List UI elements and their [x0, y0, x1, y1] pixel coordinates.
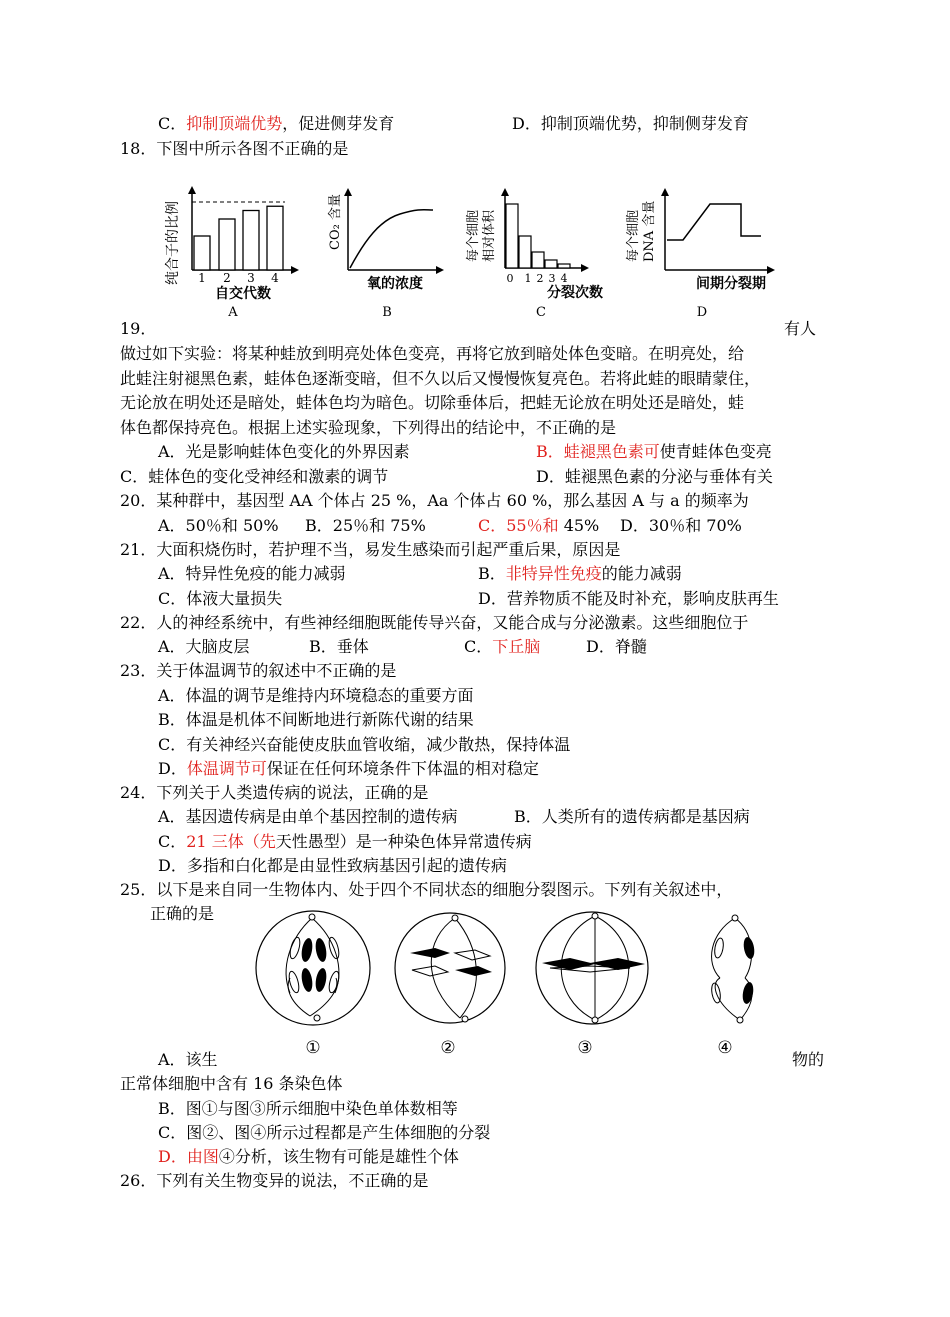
q19-line-2: 做过如下实验：将某种蛙放到明亮处体色变亮，再将它放到暗处体色变暗。在明亮处，给	[120, 344, 745, 363]
q25-option-a-cont: 正常体细胞中含有 16 条染色体	[120, 1074, 343, 1093]
q26-stem: 26．下列有关生物变异的说法，不正确的是	[120, 1171, 429, 1190]
q25-d-highlight: D．由图	[158, 1147, 219, 1166]
chart-c-tick-4: 4	[560, 272, 568, 285]
chart-a-bar-2	[219, 219, 235, 270]
q24-stem: 24．下列关于人类遗传病的说法，正确的是	[120, 783, 429, 802]
chart-c	[466, 188, 603, 320]
chart-a-tick-4: 4	[271, 271, 279, 285]
chart-c-tick-3: 3	[548, 272, 556, 285]
q21-option-b	[478, 563, 682, 585]
chart-d-ylabel-1: 每个细胞	[626, 209, 641, 262]
q25-cell-figures	[250, 908, 770, 1058]
q22-stem: 22．人的神经系统中，有些神经细胞既能传导兴奋，又能合成与分泌激素。这些细胞位于	[120, 613, 749, 632]
q19-option-a: A．光是影响蛙体色变化的外界因素	[158, 442, 410, 461]
q25-option-a-tail: 物的	[792, 1050, 825, 1069]
q25-stem-2: 正确的是	[150, 904, 215, 923]
q19-first-line-tail: 有人	[784, 319, 817, 338]
q17-option-c	[158, 113, 394, 135]
q24-option-a: A．基因遗传病是由单个基因控制的遗传病	[158, 807, 458, 826]
q19-option-d: D．蛙褪黑色素的分泌与垂体有关	[536, 467, 773, 486]
q21-option-d: D．营养物质不能及时补充，影响皮肤再生	[478, 589, 779, 608]
chart-b-letter: B	[382, 305, 392, 320]
chart-d	[626, 188, 775, 320]
q23-option-b: B．体温是机体不间断地进行新陈代谢的结果	[158, 710, 474, 729]
q22-option-c	[464, 636, 540, 658]
q22-c-highlight: 下丘脑	[492, 637, 541, 656]
q22-option-b: B．垂体	[309, 637, 369, 656]
chart-c-bar-2	[532, 252, 544, 268]
q20-c-rest: 45%	[558, 516, 600, 535]
chart-a-bar-3	[243, 211, 259, 271]
chart-d-curve	[667, 204, 761, 240]
cell-3	[536, 912, 648, 1058]
q19-line-5: 体色都保持亮色。根据上述实验现象，下列得出的结论中，不正确的是	[120, 418, 617, 437]
q20-c-highlight: C．55％和	[478, 516, 559, 535]
q21-stem: 21．大面积烧伤时，若护理不当，易发生感染而引起严重后果，原因是	[120, 540, 621, 559]
q17-c-rest: ，促进侧芽发育	[282, 114, 395, 133]
chart-c-bar-1	[519, 236, 531, 268]
cell-4	[710, 915, 756, 1058]
q23-option-c: C．有关神经兴奋能使皮肤血管收缩，减少散热，保持体温	[158, 735, 571, 754]
chart-d-letter: D	[696, 305, 708, 320]
chart-c-xlabel: 分裂次数	[547, 285, 603, 301]
q24-option-c	[158, 831, 532, 853]
q23-option-a: A．体温的调节是维持内环境稳态的重要方面	[158, 686, 474, 705]
q22-c-label: C．	[464, 637, 493, 656]
q20-option-a: A．50％和 50%	[158, 516, 279, 535]
q19-line-3: 此蛙注射褪黑色素，蛙体色逐渐变暗，但不久以后又慢慢恢复亮色。若将此蛙的眼睛蒙住，	[120, 369, 761, 388]
q23-d-label: D．	[158, 759, 187, 778]
q24-c-label: C．	[158, 832, 187, 851]
q19-option-c: C．蛙体色的变化受神经和激素的调节	[120, 467, 389, 486]
cell-2-label: ②	[440, 1038, 456, 1058]
chart-a-tick-1: 1	[198, 271, 206, 285]
cell-2	[395, 913, 505, 1058]
chart-c-letter: C	[536, 305, 546, 320]
chart-a-tick-2: 2	[223, 271, 231, 285]
cell-3-label: ③	[577, 1038, 593, 1058]
q19-b-rest: 使青蛙体色变亮	[659, 442, 772, 461]
chart-b-xlabel: 氧的浓度	[367, 276, 423, 292]
q19-number: 19．	[120, 319, 157, 338]
chart-b	[328, 188, 444, 320]
chart-d-xlabel: 间期分裂期	[696, 276, 766, 292]
chart-c-bar-3	[545, 260, 557, 268]
chart-d-ylabel-2: DNA 含量	[642, 200, 657, 262]
q17-option-d: D．抑制顶端优势，抑制侧芽发育	[512, 114, 749, 133]
chart-a-letter: A	[228, 305, 238, 320]
cell-1	[256, 911, 370, 1058]
chart-a-bar-4	[267, 206, 283, 270]
q19-line-4: 无论放在明处还是暗处，蛙体色均为暗色。切除垂体后，把蛙无论放在明处还是暗处，蛙	[120, 393, 745, 412]
q20-option-b: B．25％和 75%	[305, 516, 426, 535]
q25-d-rest: ④分析，该生物有可能是雄性个体	[218, 1147, 459, 1166]
chart-c-ylabel-2: 相对体积	[482, 209, 497, 262]
q23-option-d	[158, 758, 539, 780]
q21-b-label: B．	[478, 564, 506, 583]
q17-c-highlight: 抑制顶端优势	[186, 114, 283, 133]
q20-stem: 20．某种群中，基因型 AA 个体占 25 %，Aa 个体占 60 %，那么基因 A 与 a 的频率为	[120, 491, 749, 510]
q19-b-highlight: B．蛙褪黑色素可	[536, 442, 660, 461]
q20-option-d: D．30％和 70%	[620, 516, 742, 535]
chart-c-tick-2: 2	[536, 272, 544, 285]
chart-c-tick-0: 0	[506, 272, 514, 285]
chart-c-tick-1: 1	[524, 272, 532, 285]
q17-c-label: C．	[158, 114, 187, 133]
chart-c-bar-0	[506, 204, 518, 268]
chart-a	[165, 186, 299, 320]
q25-option-c: C．图②、图④所示过程都是产生体细胞的分裂	[158, 1123, 491, 1142]
cell-1-label: ①	[305, 1038, 321, 1058]
q25-option-a-head: A．该生	[158, 1050, 218, 1069]
chart-b-ylabel: CO₂ 含量	[328, 194, 343, 250]
chart-c-ylabel-1: 每个细胞	[466, 209, 481, 262]
q21-option-c: C．体液大量损失	[158, 589, 283, 608]
q25-option-b: B．图①与图③所示细胞中染色单体数相等	[158, 1099, 458, 1118]
q25-option-d	[158, 1146, 459, 1168]
q22-option-a: A．大脑皮层	[158, 637, 250, 656]
q23-d-highlight: 体温调节可	[186, 759, 267, 778]
chart-a-xlabel: 自交代数	[215, 286, 271, 302]
q22-option-d: D．脊髓	[586, 637, 647, 656]
q21-b-rest: 的能力减弱	[601, 564, 682, 583]
chart-b-curve	[350, 210, 433, 268]
q18-stem: 18．下图中所示各图不正确的是	[120, 139, 349, 158]
chart-a-bar-1	[194, 236, 210, 270]
q21-b-highlight: 非特异性免疫	[505, 564, 602, 583]
q23-stem: 23．关于体温调节的叙述中不正确的是	[120, 661, 397, 680]
q25-stem-1: 25．以下是来自同一生物体内、处于四个不同状态的细胞分裂图示。下列有关叙述中，	[120, 880, 733, 899]
cell-4-label: ④	[717, 1038, 733, 1058]
q24-c-rest: 天性愚型）是一种染色体异常遗传病	[275, 832, 532, 851]
q20-option-c	[478, 515, 599, 537]
q24-option-b: B．人类所有的遗传病都是基因病	[514, 807, 750, 826]
q24-c-highlight: 21 三体（先	[186, 832, 276, 851]
q23-d-rest: 保证在任何环境条件下体温的相对稳定	[266, 759, 539, 778]
chart-a-ylabel: 纯合子的比例	[165, 201, 181, 285]
q19-option-b	[536, 441, 772, 463]
q18-figure	[155, 180, 795, 325]
chart-a-tick-3: 3	[247, 271, 255, 285]
q24-option-d: D．多指和白化都是由显性致病基因引起的遗传病	[158, 856, 507, 875]
chart-c-bar-4	[558, 264, 570, 268]
q21-option-a: A．特异性免疫的能力减弱	[158, 564, 346, 583]
